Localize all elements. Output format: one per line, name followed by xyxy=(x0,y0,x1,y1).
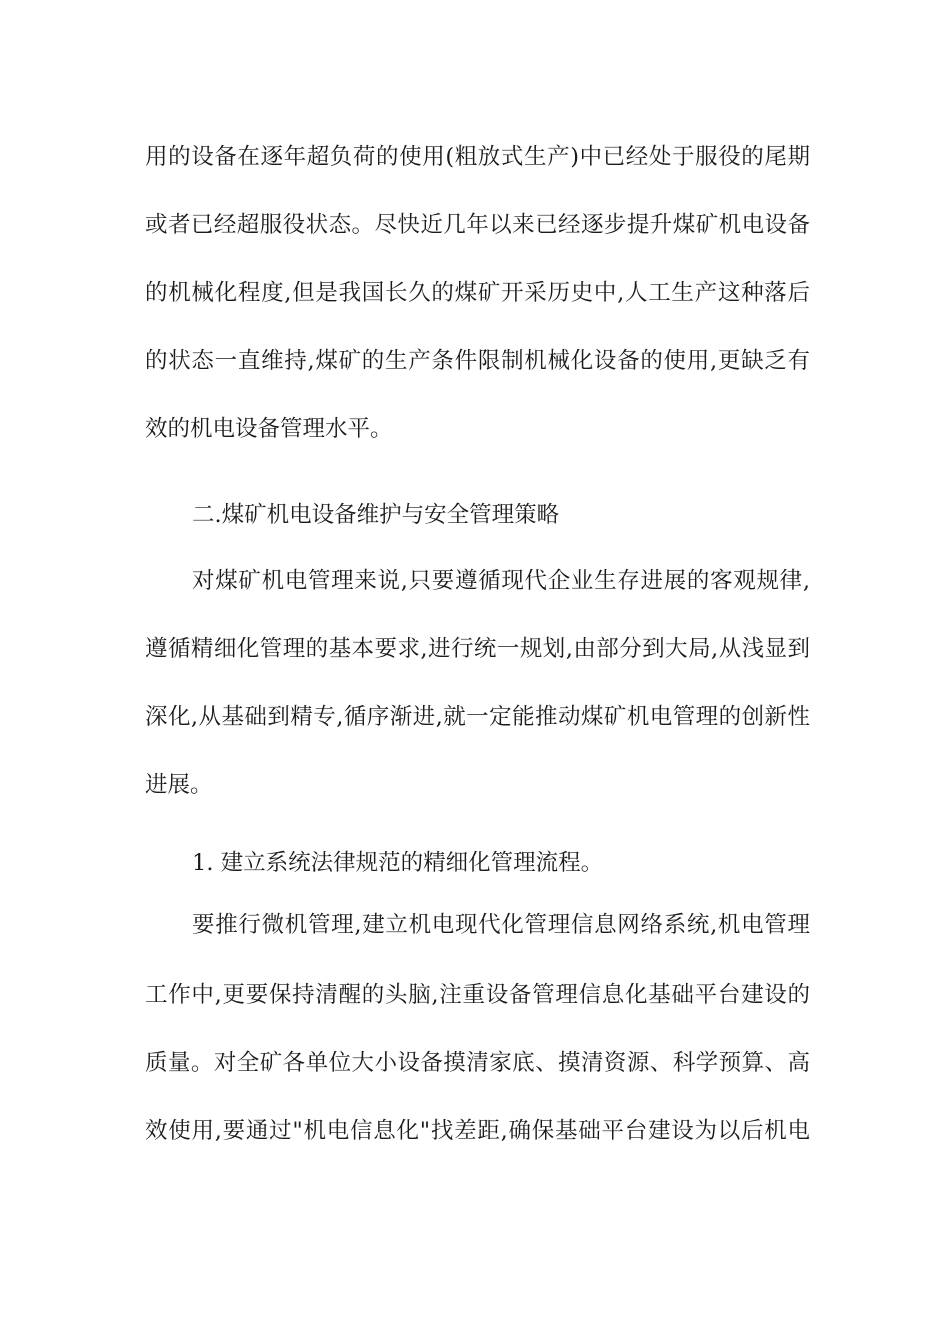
paragraph-2-line-4: 进展。 xyxy=(145,772,213,798)
paragraph-1-line-5: 效的机电设备管理水平。 xyxy=(145,416,393,442)
paragraph-2-line-1: 对煤矿机电管理来说,只要遵循现代企业生存进展的客观规律, xyxy=(192,568,810,594)
paragraph-3-line-4: 效使用,要通过"机电信息化"找差距,确保基础平台建设为以后机电 xyxy=(145,1118,810,1144)
section-heading: 二.煤矿机电设备维护与安全管理策略 xyxy=(192,502,560,528)
subsection-heading: 1. 建立系统法律规范的精细化管理流程。 xyxy=(192,850,604,876)
paragraph-1-line-3: 的机械化程度,但是我国长久的煤矿开采历史中,人工生产这种落后 xyxy=(145,280,810,306)
paragraph-1-line-1: 用的设备在逐年超负荷的使用(粗放式生产)中已经处于服役的尾期 xyxy=(145,144,810,170)
paragraph-1-line-4: 的状态一直维持,煤矿的生产条件限制机械化设备的使用,更缺乏有 xyxy=(145,348,810,374)
paragraph-3-line-2: 工作中,更要保持清醒的头脑,注重设备管理信息化基础平台建设的 xyxy=(145,982,810,1008)
paragraph-1-line-2: 或者已经超服役状态。尽快近几年以来已经逐步提升煤矿机电设备 xyxy=(145,212,810,238)
paragraph-3-line-1: 要推行微机管理,建立机电现代化管理信息网络系统,机电管理 xyxy=(192,912,810,938)
paragraph-2-line-3: 深化,从基础到精专,循序渐进,就一定能推动煤矿机电管理的创新性 xyxy=(145,704,810,730)
paragraph-2-line-2: 遵循精细化管理的基本要求,进行统一规划,由部分到大局,从浅显到 xyxy=(145,636,810,662)
paragraph-3-line-3: 质量。对全矿各单位大小设备摸清家底、摸清资源、科学预算、高 xyxy=(145,1050,810,1076)
